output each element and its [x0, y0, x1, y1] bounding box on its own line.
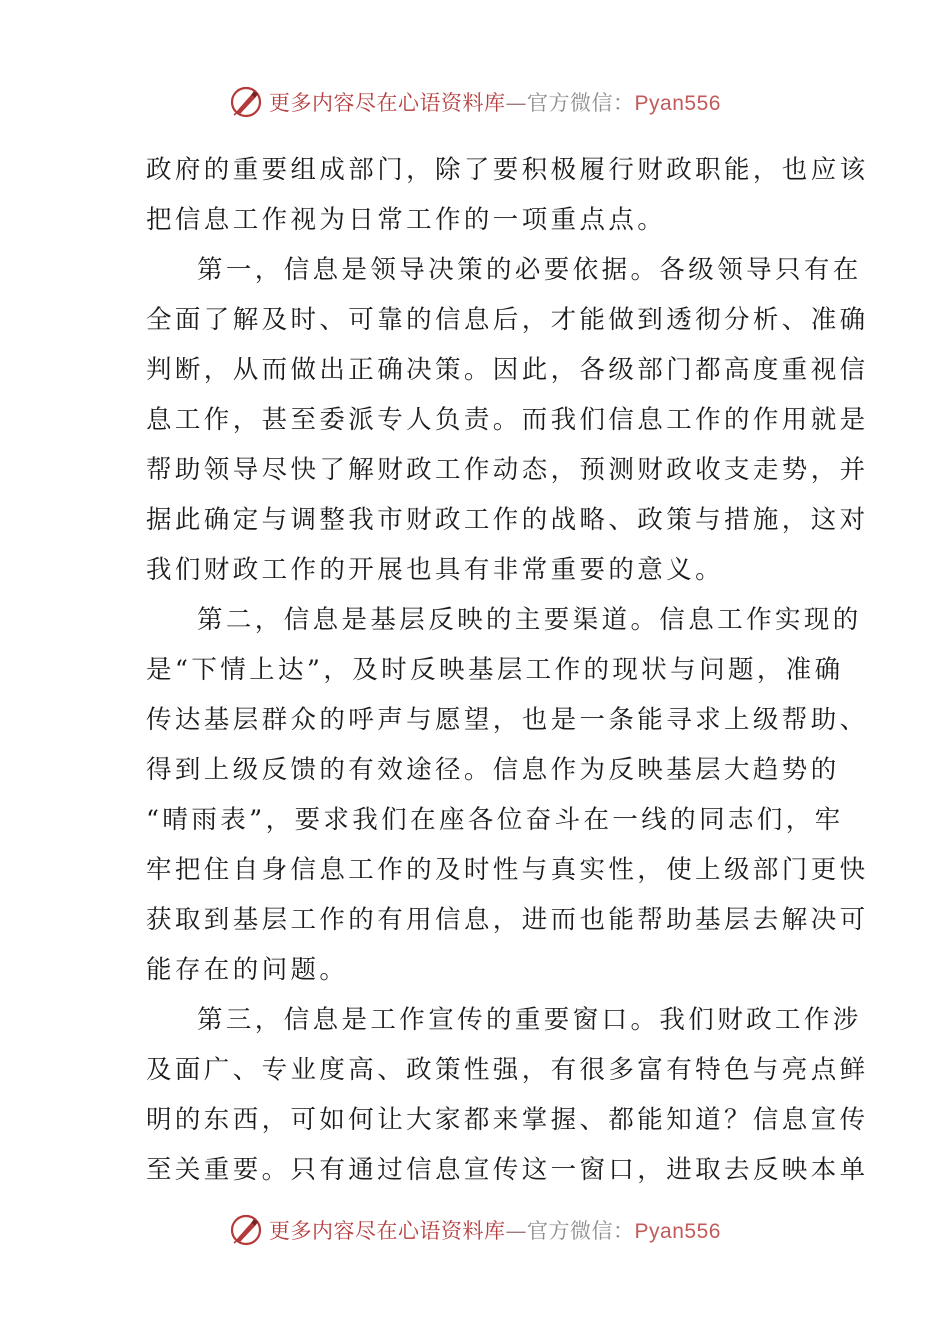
- body-line: 据此确定与调整我市财政工作的战略、政策与措施，这对: [146, 505, 869, 535]
- body-line: 明的东西，可如何让大家都来掌握、都能知道？信息宣传: [146, 1105, 869, 1135]
- body-line: 政府的重要组成部门，除了要积极履行财政职能，也应该: [146, 155, 869, 185]
- body-line: 传达基层群众的呼声与愿望，也是一条能寻求上级帮助、: [146, 705, 869, 735]
- body-line: 获取到基层工作的有用信息，进而也能帮助基层去解决可: [146, 905, 869, 935]
- pen-logo-icon: [229, 85, 263, 119]
- body-line: 我们财政工作的开展也具有非常重要的意义。: [146, 555, 725, 585]
- body-line: 至关重要。只有通过信息宣传这一窗口，进取去反映本单: [146, 1155, 869, 1185]
- body-line: 能存在的问题。: [146, 955, 349, 985]
- paragraph-first-line: 第三，信息是工作宣传的重要窗口。我们财政工作涉: [197, 1005, 862, 1035]
- document-body: [146, 145, 869, 1195]
- footer-banner-id: Pyan556: [634, 1220, 721, 1243]
- footer-banner: [0, 1210, 950, 1250]
- footer-banner-dash: —: [505, 1219, 528, 1243]
- paragraph-first-line: 第二，信息是基层反映的主要渠道。信息工作实现的: [197, 605, 862, 635]
- header-banner-wechat: 官方微信：: [527, 91, 635, 115]
- footer-banner-wechat: 官方微信：: [527, 1219, 635, 1243]
- body-line: 得到上级反馈的有效途径。信息作为反映基层大趋势的: [146, 755, 840, 785]
- paragraph-first-line: 第一，信息是领导决策的必要依据。各级领导只有在: [197, 255, 862, 285]
- footer-banner-text: [269, 1215, 721, 1245]
- body-line: 是“下情上达”，及时反映基层工作的现状与问题，准确: [146, 655, 844, 685]
- header-banner-id: Pyan556: [634, 92, 721, 115]
- body-line: 及面广、专业度高、政策性强，有很多富有特色与亮点鲜: [146, 1055, 869, 1085]
- body-line: 判断，从而做出正确决策。因此，各级部门都高度重视信: [146, 355, 869, 385]
- header-banner-main: 更多内容尽在心语资料库: [269, 91, 506, 115]
- body-line: 把信息工作视为日常工作的一项重点点。: [146, 205, 667, 235]
- body-line: 息工作，甚至委派专人负责。而我们信息工作的作用就是: [146, 405, 869, 435]
- body-line: “晴雨表”，要求我们在座各位奋斗在一线的同志们，牢: [146, 805, 844, 835]
- body-line: 帮助领导尽快了解财政工作动态，预测财政收支走势，并: [146, 455, 869, 485]
- header-banner-text: [269, 87, 721, 117]
- body-line: 全面了解及时、可靠的信息后，才能做到透彻分析、准确: [146, 305, 869, 335]
- header-banner: [0, 82, 950, 122]
- header-banner-dash: —: [505, 91, 528, 115]
- footer-banner-main: 更多内容尽在心语资料库: [269, 1219, 506, 1243]
- body-line: 牢把住自身信息工作的及时性与真实性，使上级部门更快: [146, 855, 869, 885]
- pen-logo-icon: [229, 1213, 263, 1247]
